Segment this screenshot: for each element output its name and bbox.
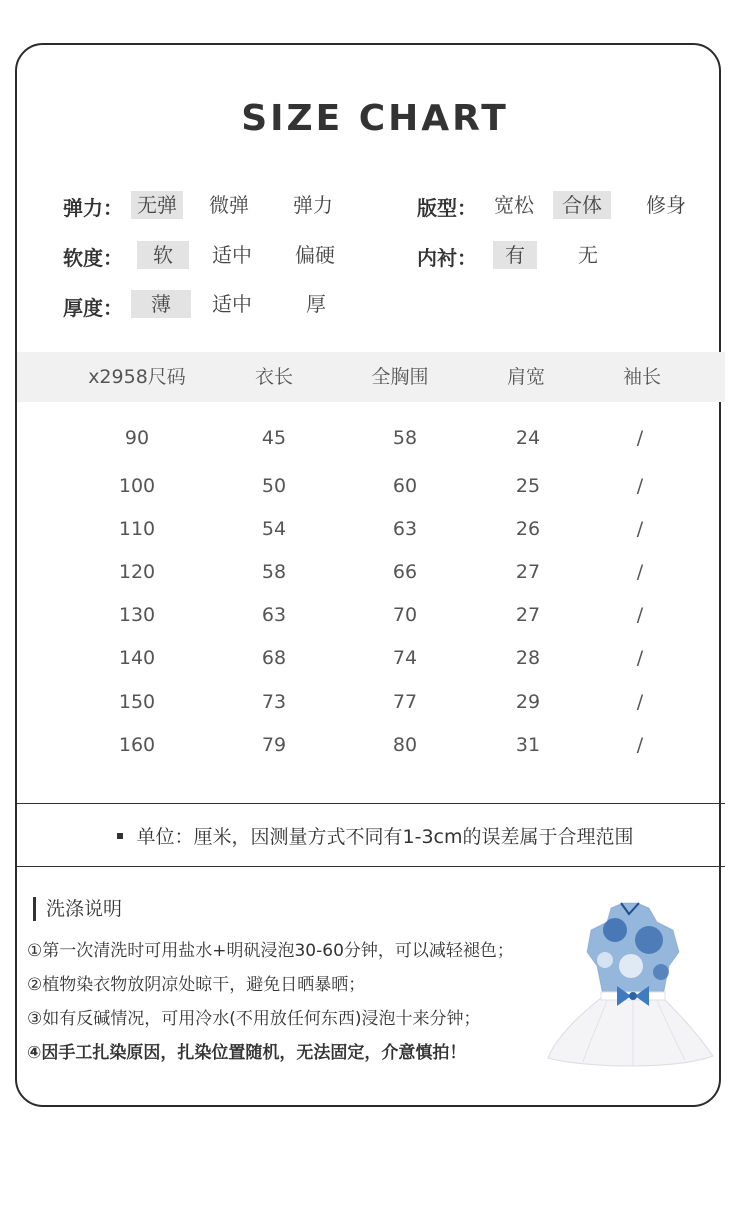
fit-option-loose: 宽松 [494,193,534,217]
cell-length: 58 [261,561,287,583]
cell-size: 130 [118,604,156,626]
cell-sleeve: / [636,604,644,626]
cell-chest: 60 [392,475,418,497]
thickness-option-medium: 适中 [212,292,252,316]
cell-sleeve: / [636,475,644,497]
cell-size: 110 [118,518,156,540]
fit-option-slim: 修身 [646,193,686,217]
cell-chest: 77 [392,691,418,713]
thickness-option-thin: 薄 [131,290,191,318]
cell-sleeve: / [636,518,644,540]
washing-item: ①第一次清洗时可用盐水+明矾浸泡30-60分钟，可以减轻褪色； [27,941,514,961]
elasticity-option-slight: 微弹 [209,193,249,217]
cell-size: 150 [118,691,156,713]
dress-image [545,900,720,1070]
thickness-option-thick: 厚 [306,292,326,316]
cell-length: 63 [261,604,287,626]
bullet-icon [117,833,123,839]
fit-option-regular: 合体 [553,191,611,219]
softness-option-soft: 软 [137,241,189,269]
cell-shoulder: 26 [515,518,541,540]
cell-sleeve: / [636,561,644,583]
washing-title: 洗涤说明 [33,897,122,921]
elasticity-option-elastic: 弹力 [293,193,333,217]
washing-item: ②植物染衣物放阴凉处晾干，避免日晒暴晒； [27,975,366,995]
thickness-label: 厚度： [63,296,123,320]
lining-option-no: 无 [578,243,598,267]
cell-size: 100 [118,475,156,497]
size-table-header [17,352,725,402]
elasticity-label: 弹力： [63,196,123,220]
cell-length: 79 [261,734,287,756]
divider-bottom [17,866,725,867]
header-chest: 全胸围 [371,366,429,388]
fit-label: 版型： [417,196,477,220]
cell-size: 120 [118,561,156,583]
header-size: x2958尺码 [88,366,186,388]
lining-label: 内衬： [417,246,477,270]
cell-sleeve: / [636,647,644,669]
cell-shoulder: 28 [515,647,541,669]
cell-size: 140 [118,647,156,669]
divider-top [17,803,725,804]
cell-length: 50 [261,475,287,497]
elasticity-option-none: 无弹 [131,191,183,219]
cell-shoulder: 24 [515,427,541,449]
cell-chest: 63 [392,518,418,540]
softness-option-medium: 适中 [212,243,252,267]
cell-chest: 70 [392,604,418,626]
cell-length: 45 [261,427,287,449]
cell-size: 160 [118,734,156,756]
unit-note [0,822,750,849]
cell-shoulder: 27 [515,604,541,626]
cell-chest: 66 [392,561,418,583]
header-sleeve: 袖长 [622,366,661,388]
softness-option-hard: 偏硬 [295,243,335,267]
cell-shoulder: 29 [515,691,541,713]
cell-length: 54 [261,518,287,540]
cell-size: 90 [124,427,150,449]
lining-option-yes: 有 [493,241,537,269]
cell-shoulder: 25 [515,475,541,497]
cell-chest: 58 [392,427,418,449]
softness-label: 软度： [63,246,123,270]
cell-sleeve: / [636,427,644,449]
cell-length: 73 [261,691,287,713]
cell-chest: 74 [392,647,418,669]
cell-length: 68 [261,647,287,669]
unit-note-text: 单位：厘米，因测量方式不同有1-3cm的误差属于合理范围 [136,826,634,848]
washing-item: ③如有反碱情况，可用冷水(不用放任何东西)浸泡十来分钟； [27,1009,481,1029]
cell-chest: 80 [392,734,418,756]
washing-item-warning: ④因手工扎染原因，扎染位置随机，无法固定，介意慎拍！ [27,1043,467,1063]
cell-sleeve: / [636,734,644,756]
header-shoulder: 肩宽 [506,366,545,388]
cell-shoulder: 27 [515,561,541,583]
cell-shoulder: 31 [515,734,541,756]
cell-sleeve: / [636,691,644,713]
page-title: SIZE CHART [241,98,509,139]
header-length: 衣长 [254,366,293,388]
